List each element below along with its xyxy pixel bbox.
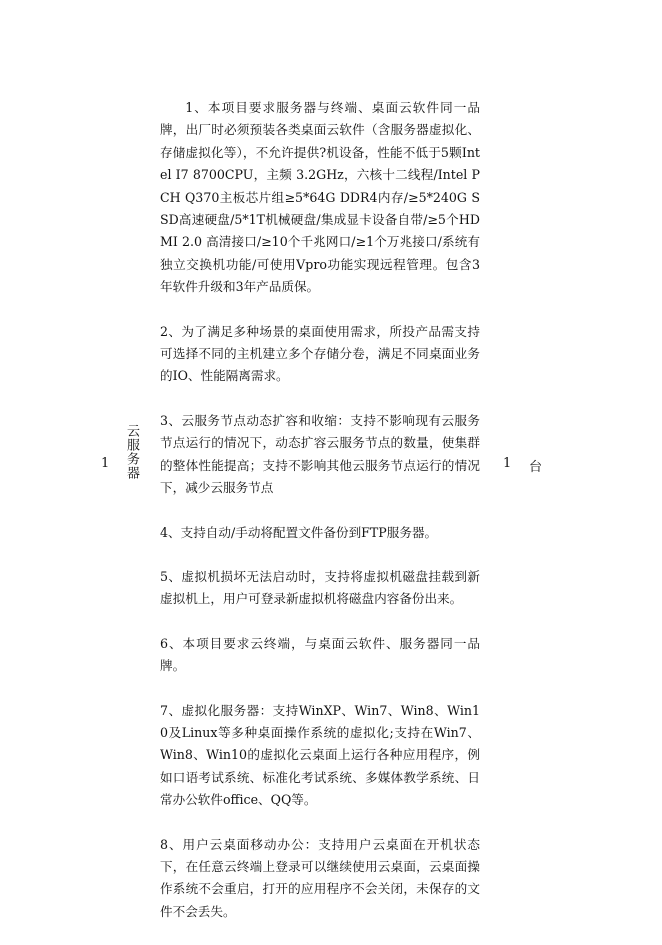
spec-column (160, 97, 480, 945)
spec-paragraph-2: 2、为了满足多种场景的桌面使用需求，所投产品需支持可选择不同的主机建立多个存储分卷，满足不同桌面业务的IO、性能隔离需求。 (160, 323, 480, 384)
spec-paragraph-3: 3、云服务节点动态扩容和收缩：支持不影响现有云服务节点运行的情况下，动态扩容云服务节点的数量，使集群的整体性能提高；支持不影响其他云服务节点运行的情况下，减少云服务节点 (160, 412, 480, 496)
unit: 台 (529, 460, 543, 475)
spec-paragraph-6: 6、本项目要求云终端，与桌面云软件、服务器同一品牌。 (160, 635, 480, 674)
spec-paragraph-4: 4、支持自动/手动将配置文件备份到FTP服务器。 (160, 524, 438, 540)
spec-paragraph-8: 8、用户云桌面移动办公：支持用户云桌面在开机状态下，在任意云终端上登录可以继续使用云桌面，云桌面操作系统不会重启，打开的应用程序不会关闭，未保存的文件不会丢失。 (160, 836, 480, 919)
spec-paragraph-1: 1、本项目要求服务器与终端、桌面云软件同一品牌，出厂时必须预装各类桌面云软件（含服务器虚拟化、存储虚拟化等），不允许提供?机设备，性能不低于5颗Intel I7 8700CPU，主频 3.2GHz，六核十二线程/Intel PCH Q370主板芯片组≥5*64G DDR4内存/≥5*240G SSD高速硬盘/5*1T机械硬盘/集成显卡设备自带/≥5个HDMI 2.0 高清接口/≥10个千兆网口/≥1个万兆接口/系统有独立交换机功能/可使用Vpro功能实现远程管理。包含3年软件升级和3年产品质保。 (160, 100, 480, 295)
row-index: 1 (101, 456, 110, 471)
quantity: 1 (503, 456, 512, 471)
spec-paragraph-7: 7、虚拟化服务器：支持WinXP、Win7、Win8、Win10及Linux等多种桌面操作系统的虚拟化;支持在Win7、Win8、Win10的虚拟化云桌面上运行各种应用程序，例如口语考试系统、标准化考试系统、多媒体教学系统、日常办公软件office、QQ等。 (160, 702, 480, 808)
item-name: 云服务器 (124, 424, 139, 480)
spec-paragraph-5: 5、虚拟机损坏无法启动时，支持将虚拟机磁盘挂载到新虚拟机上，用户可登录新虚拟机将磁盘内容备份出来。 (160, 568, 480, 607)
